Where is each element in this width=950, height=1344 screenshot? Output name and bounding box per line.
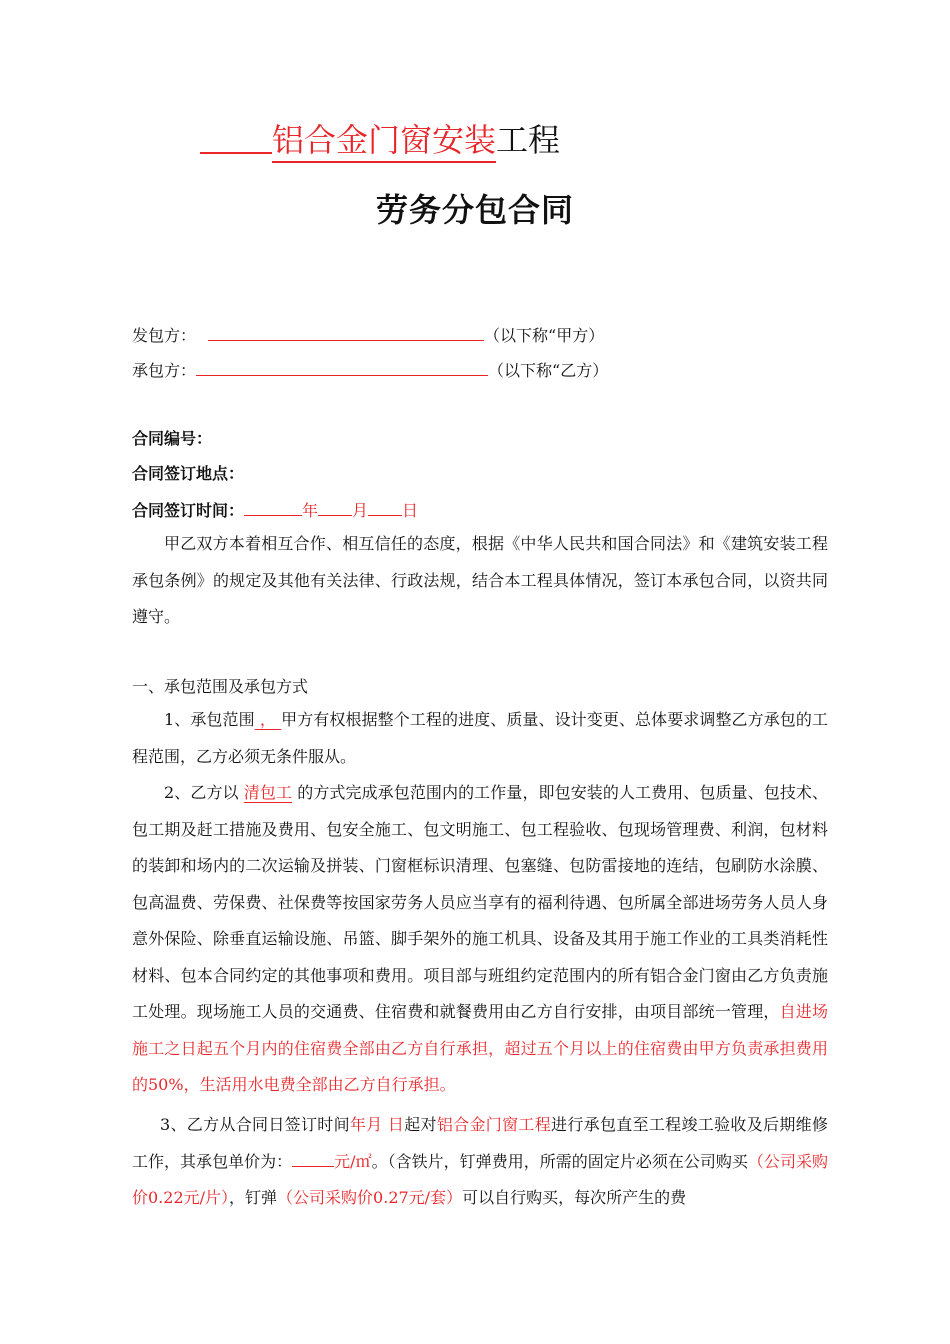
item-1-text: 甲方有权根据整个工程的进度、质量、设计变更、总体要求调整乙方承包的工程范围，乙方必须无条件服从。	[132, 710, 828, 766]
item-1-label: 1、承包范围	[164, 710, 255, 729]
month-label: 月	[352, 501, 369, 520]
item-3-text-b: 起对	[404, 1115, 437, 1134]
item-3-project: 铝合金门窗工程	[436, 1115, 552, 1134]
section-1-heading: 一、承包范围及承包方式	[132, 677, 309, 696]
item-3-text-e: ，钉弹	[229, 1188, 278, 1207]
party-a-label: 发包方：	[132, 326, 197, 345]
year-label: 年	[302, 501, 319, 520]
item-2-text-b: 的方式完成承包范围内的工作量，即包安装的人工费用、包质量、包技术、包工期及赶工措施及费用、包安全施工、包文明施工、包工程验收、包现场管理费、利润，包材料的装卸和场内的二次运输及拼装、门窗框标识清理、包塞缝、包防雷接地的连结，包刷防水涂膜、包高温费、劳保费、社保费等按国家劳务人员应当享有的福利待遇、包所属全部进场劳务人员人身意外保险、除垂直运输设施、吊篮、脚手架外的施工机具、设备及其用于施工作业的工具类消耗性材料、包本合同约定的其他事项和费用。项目部与班组约定范围内的所有铝合金门窗由乙方负责施工处理。现场施工人员的交通费、住宿费和就餐费用由乙方自行安排，由项目部统一管理，	[132, 783, 828, 1021]
item-3-text-c: 进行承包直至工程竣工验收及后期维修工作，其承包单价为：	[132, 1115, 828, 1171]
project-title	[200, 116, 800, 164]
party-a-suffix: （以下称“甲方）	[484, 326, 605, 345]
item-3-price-2: （公司采购价0.27元/套）	[277, 1188, 463, 1207]
party-a-blank	[208, 322, 484, 341]
section-1-item-2	[132, 775, 828, 1104]
party-b-blank	[196, 357, 488, 376]
item-3-text-f: 可以自行购买，每次所产生的费	[462, 1188, 687, 1207]
party-b-line	[132, 357, 608, 383]
party-b-label: 承包方：	[132, 361, 197, 380]
item-3-text-d: 。（含铁片，钉弹费用，所需的固定片必须在公司购买	[371, 1151, 748, 1171]
item-2-mode: 清包工	[243, 783, 293, 802]
day-blank	[368, 497, 402, 516]
contract-sign-time	[132, 497, 418, 523]
section-1-item-3	[132, 1107, 828, 1217]
project-title-red: 铝合金门窗安装	[272, 121, 496, 163]
item-2-accommodation: 自进场施工之日起五个月内的住宿费全部由乙方自行承担，超过五个月以上的住宿费由甲方负责承担费用的50%，生活用水电费全部由乙方自行承担。	[132, 1002, 828, 1094]
intro-paragraph: 甲乙双方本着相互合作、相互信任的态度，根据《中华人民共和国合同法》和《建筑安装工程承包条例》的规定及其他有关法律、行政法规，结合本工程具体情况，签订本承包合同，以资共同遵守。	[132, 534, 828, 626]
section-1-item-1	[132, 702, 828, 775]
item-3-price-1: （公司采购价0.22元/片）	[132, 1151, 828, 1207]
item-3-unit: 元/㎡	[334, 1151, 372, 1171]
unit-price-blank	[292, 1150, 334, 1167]
year-blank	[244, 497, 302, 516]
contract-number: 合同编号：	[132, 429, 213, 448]
item-3-date: 年月 日	[349, 1115, 405, 1134]
contract-title: 劳务分包合同	[375, 191, 574, 229]
item-3-text-a: 3、乙方从合同日签订时间	[160, 1115, 350, 1134]
sign-time-label: 合同签订时间：	[132, 501, 245, 520]
day-label: 日	[402, 501, 419, 520]
month-blank	[318, 497, 352, 516]
title-blank-line	[200, 116, 272, 154]
project-title-suffix: 工程	[496, 121, 561, 159]
party-a-line	[132, 322, 604, 348]
item-2-text-a: 2、乙方以	[164, 783, 244, 802]
contract-sign-place: 合同签订地点：	[132, 464, 245, 483]
item-1-blank-comma: ，	[259, 710, 276, 729]
party-b-suffix: （以下称“乙方）	[488, 361, 609, 380]
